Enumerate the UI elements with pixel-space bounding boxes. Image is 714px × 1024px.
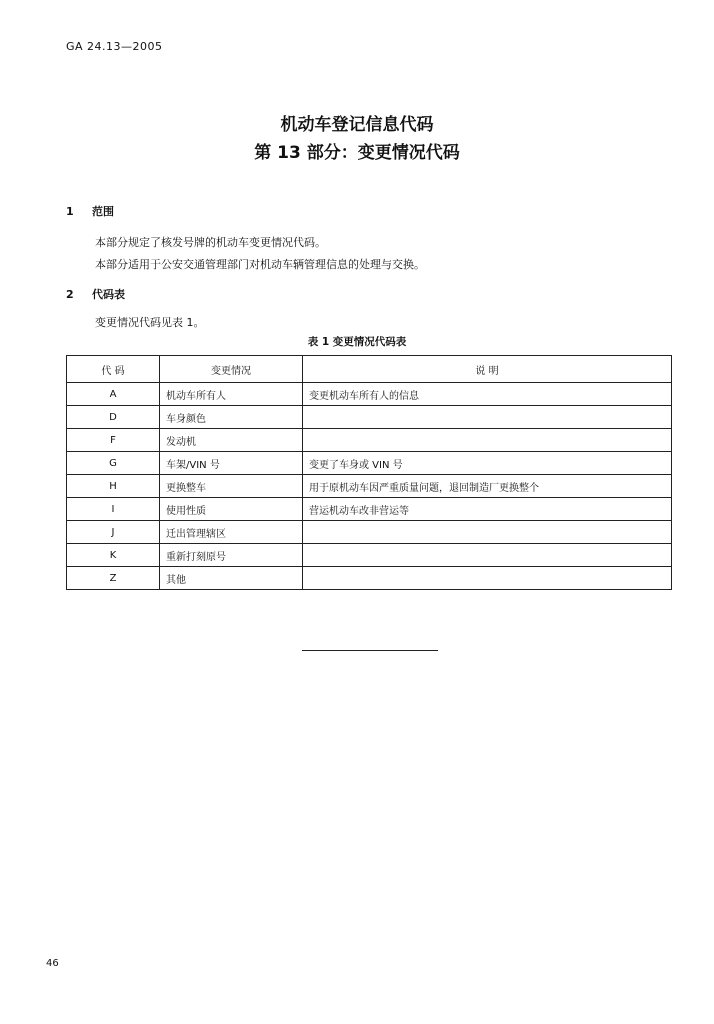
note-cell	[303, 429, 672, 452]
table-row	[67, 406, 672, 429]
change-cell: 更换整车	[160, 475, 303, 498]
section-1-paragraph-1: 本部分规定了核发号牌的机动车变更情况代码。	[95, 236, 326, 249]
section-1-number: 1	[66, 205, 74, 218]
change-cell: 车架/VIN 号	[160, 452, 303, 475]
note-cell: 用于原机动车因严重质量问题，退回制造厂更换整个	[303, 475, 672, 498]
header-change: 变更情况	[160, 356, 303, 383]
section-2-title: 代码表	[92, 288, 125, 301]
section-1-heading	[66, 203, 114, 219]
document-title: 机动车登记信息代码	[280, 115, 434, 135]
code-cell: I	[67, 498, 160, 521]
change-cell: 重新打刻原号	[160, 544, 303, 567]
standard-number: GA 24.13—2005	[66, 40, 163, 53]
change-cell: 机动车所有人	[160, 383, 303, 406]
change-cell: 使用性质	[160, 498, 303, 521]
table-row	[67, 544, 672, 567]
header-note: 说 明	[303, 356, 672, 383]
table-row	[67, 429, 672, 452]
note-cell	[303, 544, 672, 567]
end-rule	[302, 650, 438, 651]
code-cell: J	[67, 521, 160, 544]
note-cell	[303, 521, 672, 544]
table-row	[67, 452, 672, 475]
section-2-heading	[66, 286, 125, 302]
table-row	[67, 383, 672, 406]
change-cell: 迁出管理辖区	[160, 521, 303, 544]
code-cell: G	[67, 452, 160, 475]
note-cell	[303, 406, 672, 429]
change-cell: 其他	[160, 567, 303, 590]
table-caption: 表 1 变更情况代码表	[307, 336, 407, 348]
note-cell: 变更机动车所有人的信息	[303, 383, 672, 406]
code-cell: H	[67, 475, 160, 498]
code-cell: F	[67, 429, 160, 452]
table-row	[67, 521, 672, 544]
note-cell	[303, 567, 672, 590]
note-cell: 营运机动车改非营运等	[303, 498, 672, 521]
page-number: 46	[46, 958, 59, 969]
change-code-table	[66, 355, 672, 590]
table-header-row	[67, 356, 672, 383]
code-cell: Z	[67, 567, 160, 590]
note-cell: 变更了车身或 VIN 号	[303, 452, 672, 475]
code-cell: A	[67, 383, 160, 406]
code-cell: K	[67, 544, 160, 567]
section-2-number: 2	[66, 288, 74, 301]
table-row	[67, 498, 672, 521]
table-row	[67, 475, 672, 498]
document-subtitle: 第 13 部分：变更情况代码	[254, 143, 460, 163]
section-1-title: 范围	[92, 205, 114, 218]
code-cell: D	[67, 406, 160, 429]
change-cell: 车身颜色	[160, 406, 303, 429]
section-2-intro: 变更情况代码见表 1。	[95, 316, 205, 329]
header-code: 代 码	[67, 356, 160, 383]
change-cell: 发动机	[160, 429, 303, 452]
section-1-paragraph-2: 本部分适用于公安交通管理部门对机动车辆管理信息的处理与交换。	[95, 258, 425, 271]
table-row	[67, 567, 672, 590]
